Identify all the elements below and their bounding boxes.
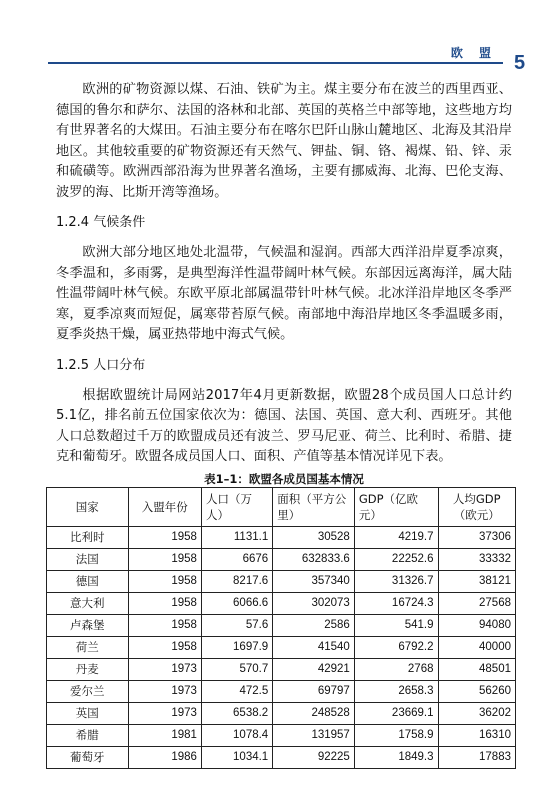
table-row (47, 614, 516, 636)
cell-area: 357340 (273, 570, 355, 592)
cell-population: 1078.4 (201, 724, 272, 746)
cell-gdp: 541.9 (354, 614, 438, 636)
paragraph-climate: 欧洲大部分地区地处北温带，气候温和湿润。西部大西洋沿岸夏季凉爽，冬季温和，多雨雾，是典型海洋性温带阔叶林气候。东部因远离海洋，属大陆性温带阔叶林气候。东欧平原北部属温带针叶林气候。北冰洋沿岸地区冬季严寒，夏季凉爽而短促，属寒带苔原气候。南部地中海沿岸地区冬季温暖多雨，夏季炎热干燥，属亚热带地中海式气候。 (56, 245, 512, 342)
cell-area: 302073 (273, 592, 355, 614)
cell-country: 葡萄牙 (47, 746, 129, 768)
cell-area: 632833.6 (273, 548, 355, 570)
cell-year: 1958 (128, 592, 201, 614)
cell-gdp: 6792.2 (354, 636, 438, 658)
cell-year: 1958 (128, 526, 201, 548)
cell-gdp: 16724.3 (354, 592, 438, 614)
cell-area: 69797 (273, 680, 355, 702)
cell-gdp-per-capita: 94080 (438, 614, 516, 636)
heading-climate: 1.2.4 气候条件 (56, 215, 146, 230)
table-header-row (47, 487, 516, 526)
cell-gdp-per-capita: 27568 (438, 592, 516, 614)
cell-gdp-per-capita: 16310 (438, 724, 516, 746)
cell-gdp: 22252.6 (354, 548, 438, 570)
table-row (47, 592, 516, 614)
table-row (47, 526, 516, 548)
header-gdp: GDP（亿欧元） (354, 487, 438, 526)
cell-country: 爱尔兰 (47, 680, 129, 702)
cell-population: 6066.6 (201, 592, 272, 614)
cell-gdp-per-capita: 38121 (438, 570, 516, 592)
cell-population: 8217.6 (201, 570, 272, 592)
cell-gdp-per-capita: 56260 (438, 680, 516, 702)
section-label: 欧 盟 (450, 46, 497, 60)
cell-country: 荷兰 (47, 636, 129, 658)
cell-population: 1697.9 (201, 636, 272, 658)
page-number: 5 (514, 52, 526, 74)
cell-gdp-per-capita: 48501 (438, 658, 516, 680)
cell-gdp-per-capita: 40000 (438, 636, 516, 658)
cell-gdp: 31326.7 (354, 570, 438, 592)
cell-area: 131957 (273, 724, 355, 746)
cell-gdp-per-capita: 36202 (438, 702, 516, 724)
running-header (48, 42, 503, 64)
cell-gdp-per-capita: 17883 (438, 746, 516, 768)
header-country: 国家 (47, 487, 129, 526)
cell-year: 1981 (128, 724, 201, 746)
cell-year: 1973 (128, 680, 201, 702)
cell-gdp: 23669.1 (354, 702, 438, 724)
table-row (47, 702, 516, 724)
cell-country: 法国 (47, 548, 129, 570)
table-row (47, 636, 516, 658)
header-year: 入盟年份 (128, 487, 201, 526)
cell-country: 希腊 (47, 724, 129, 746)
cell-gdp: 4219.7 (354, 526, 438, 548)
cell-year: 1958 (128, 570, 201, 592)
table-row (47, 658, 516, 680)
cell-year: 1973 (128, 658, 201, 680)
cell-country: 卢森堡 (47, 614, 129, 636)
cell-gdp-per-capita: 37306 (438, 526, 516, 548)
eu-members-table (46, 487, 516, 769)
cell-population: 1131.1 (201, 526, 272, 548)
table-row (47, 724, 516, 746)
cell-gdp-per-capita: 33332 (438, 548, 516, 570)
cell-gdp: 2768 (354, 658, 438, 680)
table-row (47, 570, 516, 592)
cell-gdp: 1849.3 (354, 746, 438, 768)
cell-population: 472.5 (201, 680, 272, 702)
header-area: 面积（平方公里） (273, 487, 355, 526)
cell-area: 2586 (273, 614, 355, 636)
cell-gdp: 2658.3 (354, 680, 438, 702)
heading-population: 1.2.5 人口分布 (56, 357, 146, 373)
cell-gdp: 1758.9 (354, 724, 438, 746)
header-population: 人口（万人） (201, 487, 272, 526)
cell-country: 比利时 (47, 526, 129, 548)
cell-year: 1958 (128, 636, 201, 658)
cell-population: 570.7 (201, 658, 272, 680)
cell-country: 意大利 (47, 592, 129, 614)
table-row (47, 680, 516, 702)
cell-population: 6538.2 (201, 702, 272, 724)
cell-area: 30528 (273, 526, 355, 548)
cell-population: 57.6 (201, 614, 272, 636)
paragraph-population: 根据欧盟统计局网站2017年4月更新数据，欧盟28个成员国人口总计约5.1亿，排名前五位国家依次为：德国、法国、英国、意大利、西班牙。其他人口总数超过千万的欧盟成员还有波兰、罗马尼亚、荷兰、比利时、希腊、捷克和葡萄牙。欧盟各成员国人口、面积、产值等基本情况详见下表。 (56, 387, 512, 464)
cell-area: 42921 (273, 658, 355, 680)
cell-country: 德国 (47, 570, 129, 592)
cell-area: 92225 (273, 746, 355, 768)
table-row (47, 548, 516, 570)
cell-country: 丹麦 (47, 658, 129, 680)
cell-country: 英国 (47, 702, 129, 724)
table-body (47, 526, 516, 768)
cell-year: 1958 (128, 548, 201, 570)
cell-area: 41540 (273, 636, 355, 658)
table-row (47, 746, 516, 768)
cell-year: 1958 (128, 614, 201, 636)
cell-year: 1973 (128, 702, 201, 724)
page-body (56, 80, 512, 769)
header-gdp-per-capita: 人均GDP（欧元） (438, 487, 516, 526)
cell-year: 1986 (128, 746, 201, 768)
cell-population: 6676 (201, 548, 272, 570)
paragraph-minerals: 欧洲的矿物资源以煤、石油、铁矿为主。煤主要分布在波兰的西里西亚、德国的鲁尔和萨尔、法国的洛林和北部、英国的英格兰中部等地，这些地方均有世界著名的大煤田。石油主要分布在喀尔巴阡山脉山麓地区、北海及其沿岸地区。其他较重要的矿物资源还有天然气、钾盐、铜、铬、褐煤、铅、锌、汞和硫磺等。欧洲西部沿海为世界著名渔场，主要有挪威海、北海、巴伦支海、波罗的海、比斯开湾等渔场。 (56, 82, 512, 200)
table-caption: 表1–1：欧盟各成员国基本情况 (204, 471, 364, 486)
cell-population: 1034.1 (201, 746, 272, 768)
cell-area: 248528 (273, 702, 355, 724)
